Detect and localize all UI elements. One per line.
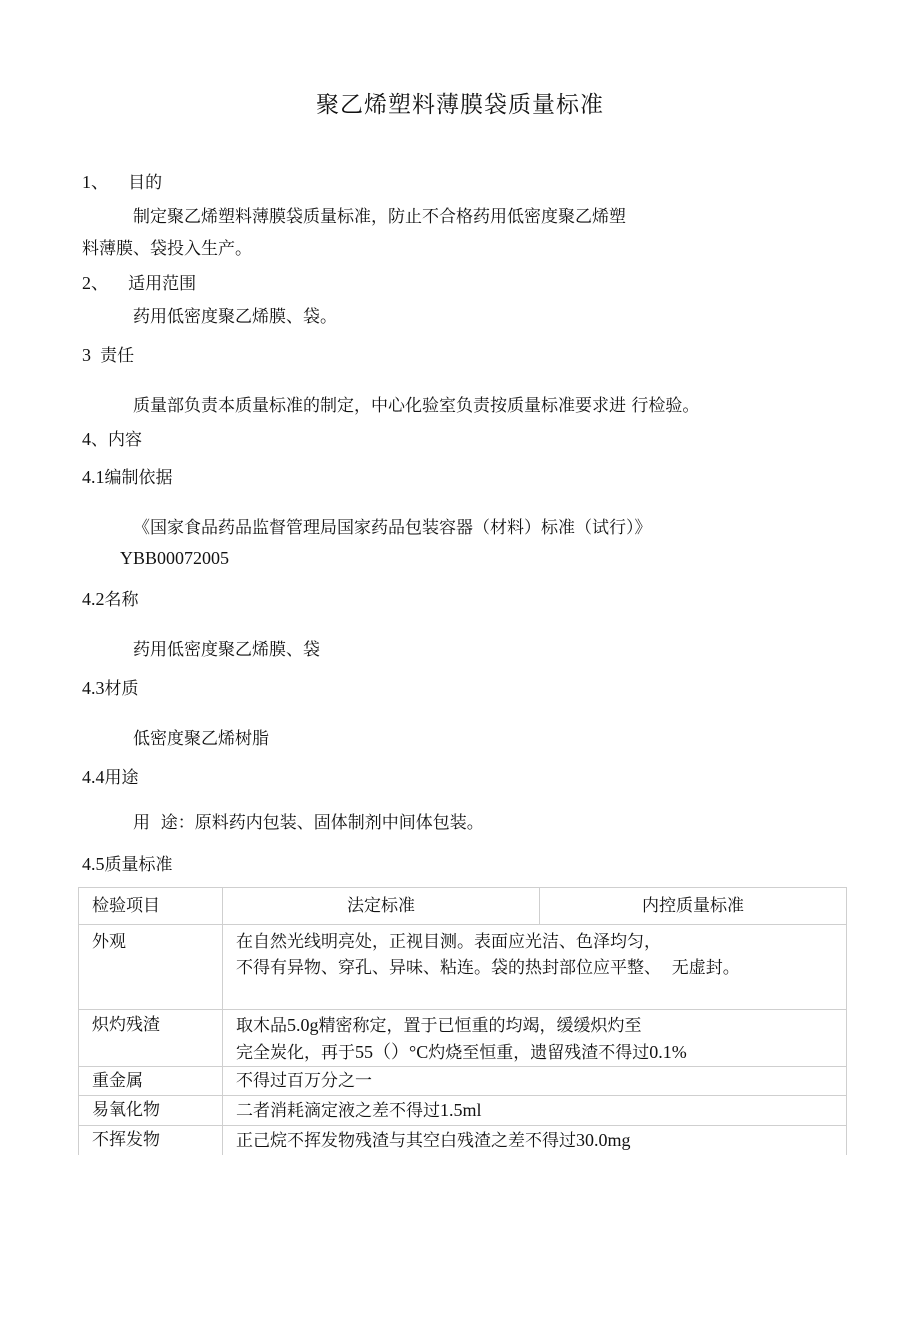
standard-line: 在自然光线明亮处，正视目测。表面应光洁、色泽均匀， — [236, 932, 661, 952]
document-title: 聚乙烯塑料薄膜袋质量标准 — [316, 92, 604, 118]
text-part: 灼烧至恒重，遗留残渣不得过 — [428, 1043, 650, 1063]
standard-cell — [223, 1096, 847, 1126]
item-cell: 外观 — [79, 925, 223, 1010]
table-row — [79, 1067, 847, 1096]
text-part: 1.5ml — [440, 1100, 482, 1120]
standard-cell — [223, 925, 847, 1010]
section-title: 名称 — [104, 590, 139, 610]
standard-line — [236, 1039, 846, 1066]
quality-standard-table — [78, 887, 847, 1155]
section-number: 4.3 — [82, 678, 105, 698]
table-row — [79, 1096, 847, 1126]
section-2-text: 药用低密度聚乙烯膜、袋。 — [133, 307, 337, 327]
section-number: 4.5 — [82, 854, 105, 874]
section-number: 2、 — [82, 273, 109, 293]
section-number: 4 — [82, 429, 91, 449]
section-4-4-heading — [82, 763, 139, 788]
section-title: 适用范围 — [128, 274, 197, 294]
standard-cell: 不得过百万分之一 — [223, 1067, 847, 1096]
item-cell: 易氧化物 — [79, 1096, 223, 1126]
section-number: 1、 — [82, 172, 109, 192]
item-cell: 重金属 — [79, 1067, 223, 1096]
table-row — [79, 925, 847, 1010]
standard-cell — [223, 1126, 847, 1156]
section-2-heading — [82, 269, 196, 295]
header-inspection-item: 检验项目 — [79, 888, 223, 925]
section-title: 、内容 — [91, 430, 142, 450]
text-part: 取木品 — [236, 1016, 287, 1036]
section-title: 质量标准 — [104, 855, 173, 875]
text-part: 5.0g — [287, 1015, 319, 1035]
section-number: 3 — [82, 345, 91, 365]
section-title: 材质 — [104, 679, 139, 699]
section-title: 用途 — [104, 768, 139, 788]
text-part: 55（）°C — [355, 1042, 429, 1062]
text-part: 精密称定，置于已恒重的均竭，缓缓炽灼至 — [318, 1016, 642, 1036]
text-part: 30.0mg — [576, 1130, 631, 1150]
header-internal-standard: 内控质量标准 — [540, 888, 847, 925]
standard-line: 不得有异物、穿孔、异味、粘连。袋的热封部位应平整、 无虚封。 — [236, 958, 740, 978]
section-4-heading — [82, 425, 142, 450]
section-1-text-line1: 制定聚乙烯塑料薄膜袋质量标准，防止不合格药用低密度聚乙烯塑 — [133, 207, 626, 227]
standard-line — [236, 1012, 846, 1039]
section-4-3-text: 低密度聚乙烯树脂 — [133, 729, 269, 749]
text-part: 完全炭化，再于 — [236, 1043, 355, 1063]
section-4-1-heading — [82, 463, 173, 488]
section-title: 责任 — [100, 346, 135, 366]
item-cell: 不挥发物 — [79, 1126, 223, 1156]
section-number: 4.1 — [82, 467, 105, 487]
section-3-heading — [82, 341, 134, 366]
table-row — [79, 1126, 847, 1156]
section-title: 编制依据 — [104, 468, 173, 488]
section-number: 4.4 — [82, 767, 105, 787]
text-part: 正己烷不挥发物残渣与其空白残渣之差不得过 — [236, 1131, 576, 1151]
section-4-2-heading — [82, 585, 139, 610]
section-4-4-text: 用 途：原料药内包装、固体制剂中间体包装。 — [133, 813, 484, 833]
section-4-2-text: 药用低密度聚乙烯膜、袋 — [133, 640, 320, 660]
table-header-row — [79, 888, 847, 925]
section-4-1-text: 《国家食品药品监督管理局国家药品包装容器（材料）标准（试行）》 — [133, 518, 652, 538]
table-row — [79, 1010, 847, 1067]
text-part: 二者消耗滴定液之差不得过 — [236, 1101, 440, 1121]
section-4-5-heading — [82, 850, 173, 875]
item-cell: 炽灼残渣 — [79, 1010, 223, 1067]
section-number: 4.2 — [82, 589, 105, 609]
section-1-heading — [82, 168, 162, 194]
section-1-text-line2: 料薄膜、袋投入生产。 — [82, 239, 252, 259]
standard-code: YBB00072005 — [120, 548, 230, 568]
section-4-3-heading — [82, 674, 139, 699]
section-3-text: 质量部负责本质量标准的制定，中心化验室负责按质量标准要求进 行检验。 — [133, 396, 700, 416]
standard-cell — [223, 1010, 847, 1067]
section-title: 目的 — [128, 173, 163, 193]
header-statutory-standard: 法定标准 — [223, 888, 540, 925]
text-part: 0.1% — [649, 1042, 687, 1062]
